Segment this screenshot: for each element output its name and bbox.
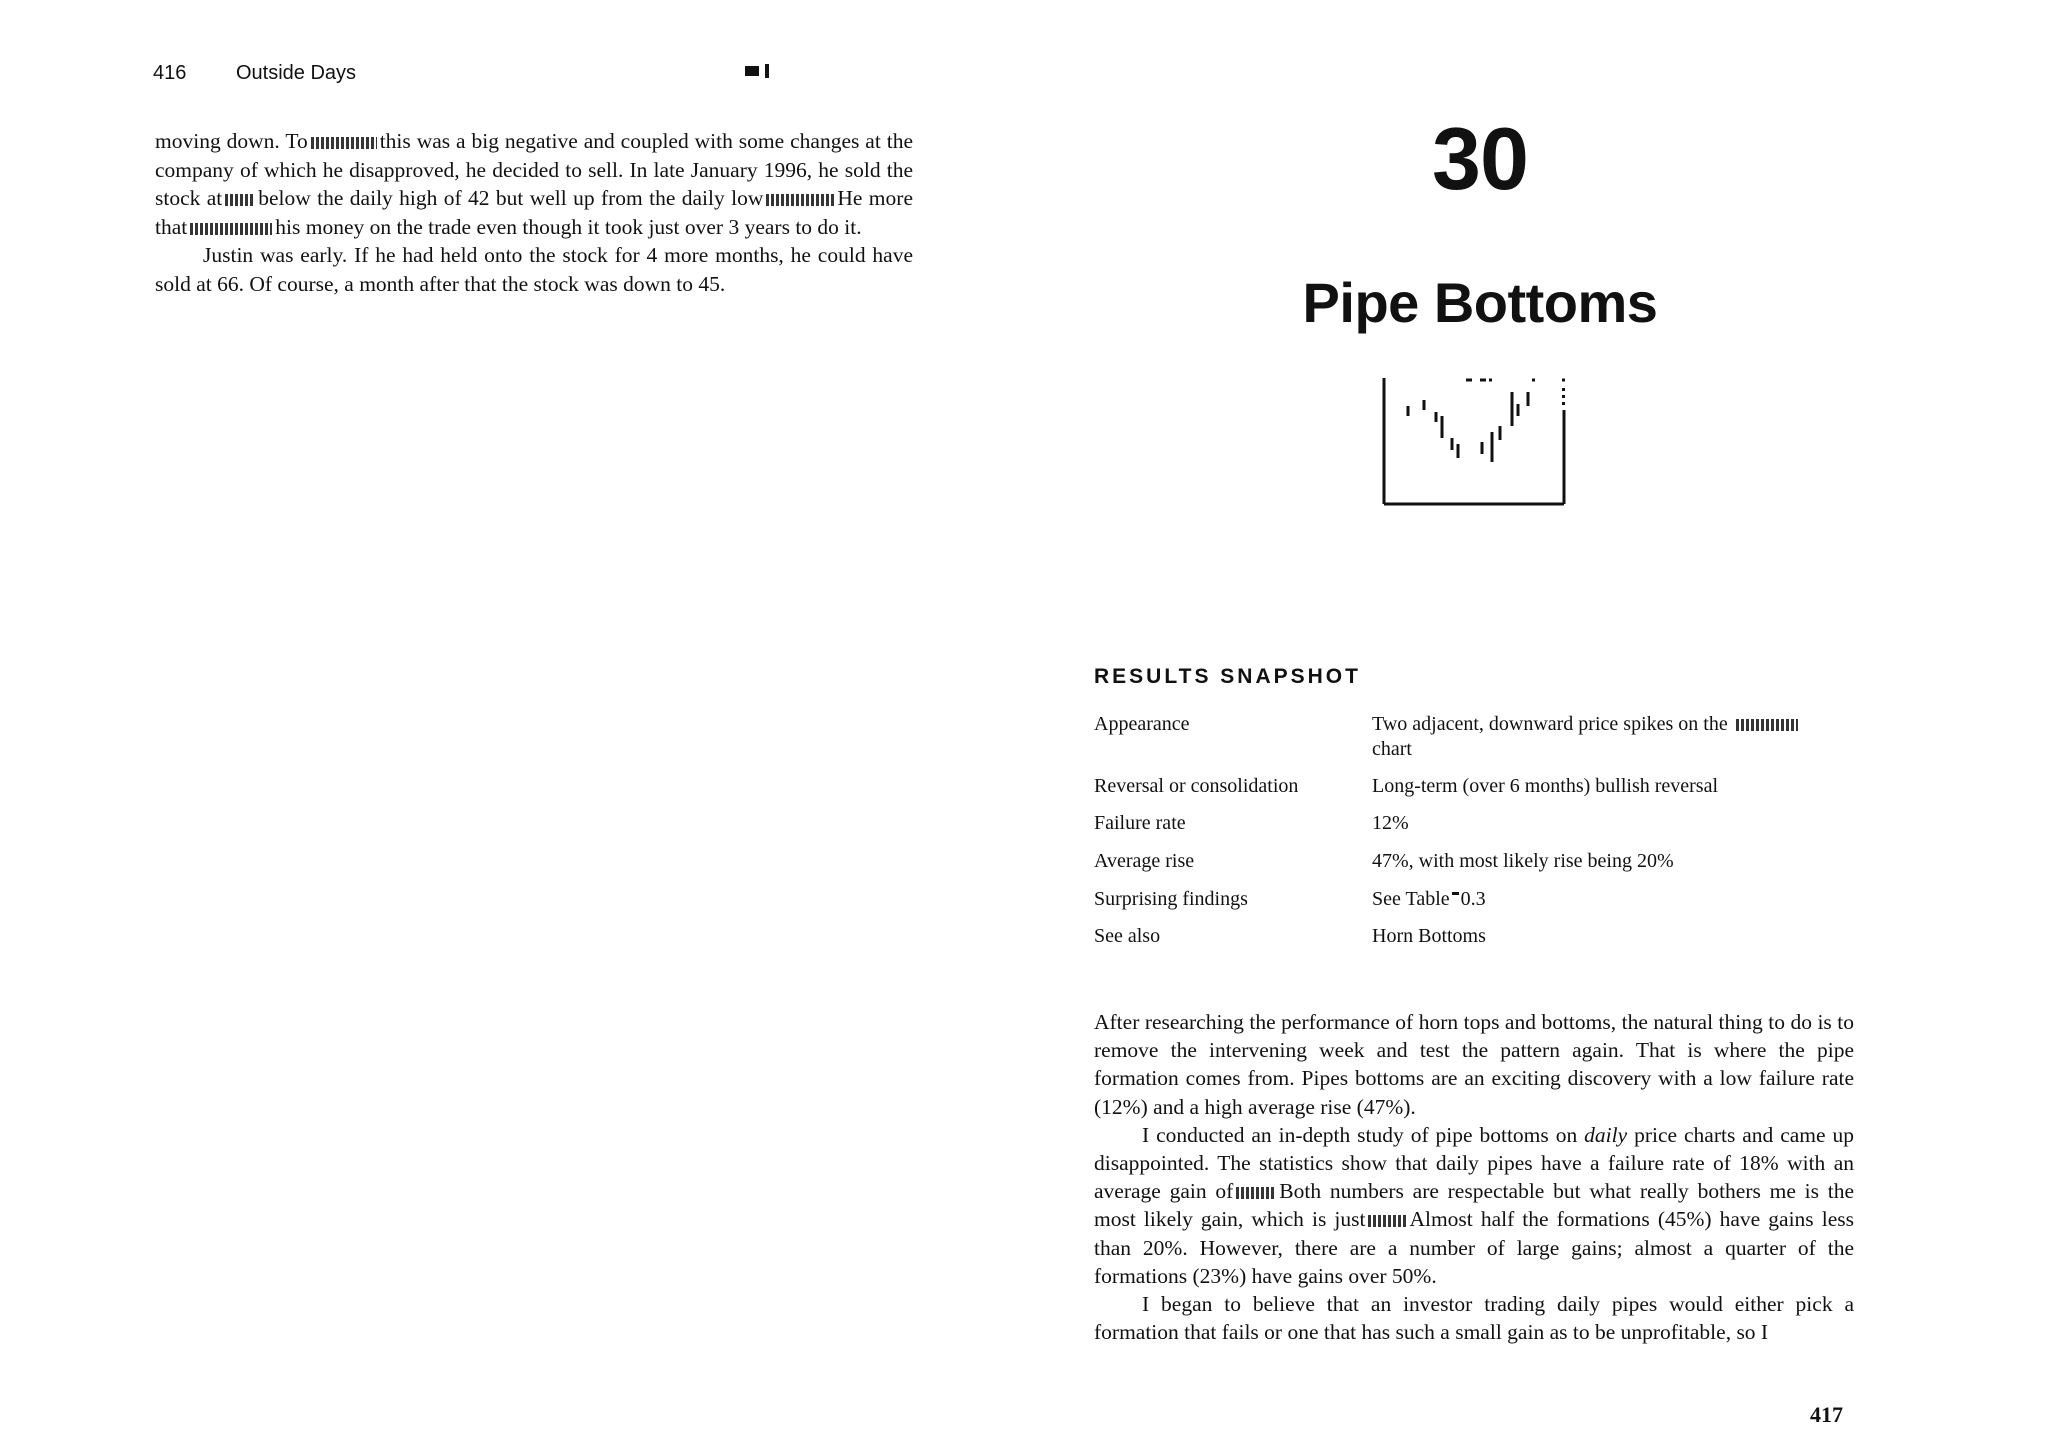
- right-page-body: [1094, 1008, 1854, 1346]
- emphasized-text: daily: [1584, 1122, 1628, 1147]
- text-segment: price charts and came up disappointed. The statistics show that daily pipes have a failure rate of 18% with an average gain of: [1094, 1122, 1854, 1204]
- snapshot-label: See also: [1094, 925, 1161, 947]
- snapshot-value-text-tail: 0.3: [1460, 888, 1486, 910]
- snapshot-label: Appearance: [1094, 713, 1190, 735]
- garbled-text-mark: [190, 223, 272, 235]
- page-number-right: 417: [1810, 1402, 1843, 1427]
- garbled-text-mark: [1236, 1187, 1276, 1199]
- scan-artifact-mark: [745, 62, 769, 80]
- running-title: Outside Days: [236, 62, 357, 84]
- snapshot-row-appearance: [1094, 712, 1854, 764]
- snapshot-value: 12%: [1372, 812, 1409, 834]
- text-segment: Almost half the formations (45%) have gains less than 20%. However, there are a number of large gains; almost a quarter of the formations (23%) have gains over 50%.: [1094, 1207, 1854, 1288]
- left-page-body: [155, 127, 913, 298]
- garbled-text-mark: [311, 137, 377, 149]
- snapshot-value-text-line2: chart: [1372, 738, 1412, 760]
- snapshot-label: Average rise: [1094, 850, 1195, 872]
- snapshot-label: Surprising findings: [1094, 888, 1248, 910]
- snapshot-value: [1372, 887, 1852, 912]
- text-segment: I conducted an in-depth study of pipe bottoms on: [1142, 1122, 1578, 1147]
- text-segment: Both numbers are respectable but what really bothers me is the most likely gain, which is just: [1094, 1179, 1854, 1232]
- paragraph: After researching the performance of horn tops and bottoms, the natural thing to do is to remove the intervening week and test the pattern again. That is where the pipe formation comes from. Pipes bottoms are an exciting discovery with a low failure rate (12%) and a high average rise (47%).: [1094, 1010, 1854, 1119]
- garbled-text-mark: [1368, 1215, 1406, 1227]
- paragraph: Justin was early. If he had held onto the stock for 4 more months, he could have sold at 66. Of course, a month after that the stock was down to 45.: [155, 243, 913, 296]
- snapshot-value: 47%, with most likely rise being 20%: [1372, 850, 1674, 872]
- icon-dotted-marks: [1562, 388, 1565, 405]
- text-segment: moving down. To: [155, 129, 308, 153]
- page-number-left: 416: [153, 62, 187, 84]
- pipe-bottom-chart-icon: [1376, 370, 1576, 510]
- text-segment: his money on the trade even though it took just over 3 years to do it.: [275, 214, 862, 239]
- garbled-text-mark: [1736, 719, 1798, 731]
- text-segment: below the daily high of 42 but well up from the daily low: [258, 186, 764, 210]
- paragraph: I began to believe that an investor trading daily pipes would either pick a formation that fails or one that has such a small gain as to be unprofitable, so I: [1094, 1292, 1854, 1345]
- text-segment: this was a big negative and coupled with some changes at the company of which he disapproved, he decided to sell. In late January 1996, he sold the stock at: [155, 129, 913, 210]
- text-segment: He more that: [155, 186, 913, 239]
- snapshot-value: Long-term (over 6 months) bullish reversal: [1372, 775, 1719, 797]
- garbled-text-mark: [766, 194, 834, 206]
- garbled-text-mark: [225, 194, 255, 206]
- snapshot-value: [1372, 712, 1852, 762]
- paragraph: [1094, 1121, 1854, 1290]
- snapshot-value-text: See Table: [1372, 888, 1450, 910]
- chapter-title: Pipe Bottoms: [1302, 271, 1658, 334]
- snapshot-label: Failure rate: [1094, 812, 1186, 834]
- results-snapshot-heading: RESULTS SNAPSHOT: [1094, 665, 1361, 688]
- snapshot-value: Horn Bottoms: [1372, 925, 1486, 947]
- garbled-text-mark: [1452, 892, 1459, 895]
- chapter-number: 30: [1432, 109, 1528, 208]
- paragraph: [155, 127, 913, 241]
- snapshot-value-text: Two adjacent, downward price spikes on the: [1372, 713, 1728, 735]
- icon-price-bars: [1408, 392, 1528, 462]
- snapshot-label: Reversal or consolidation: [1094, 775, 1299, 797]
